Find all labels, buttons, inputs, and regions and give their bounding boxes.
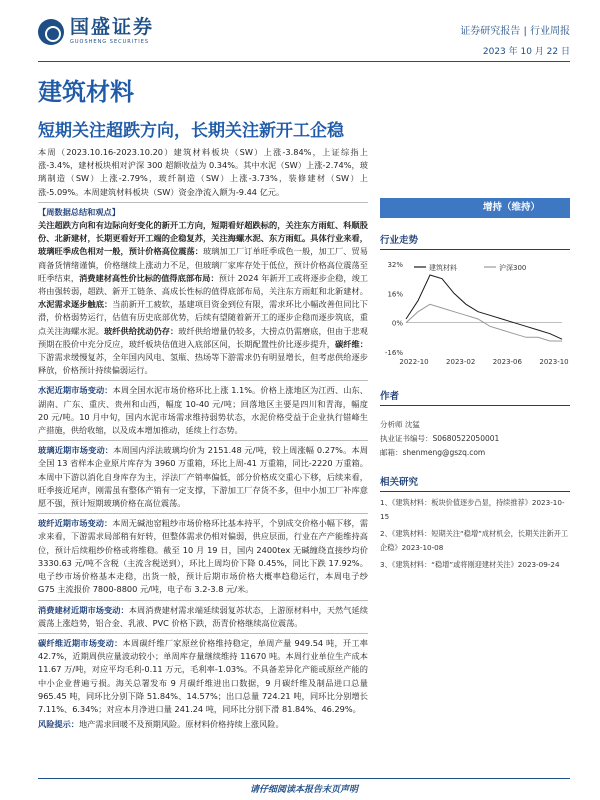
related-item[interactable]: 3、《建筑材料：“稳增”或将刚迎建材关注》2023-09-24 xyxy=(380,560,560,569)
x-tick-label: 2023-02 xyxy=(446,358,476,366)
glass-paragraph xyxy=(38,444,368,510)
x-tick-label: 2023-10 xyxy=(539,358,569,366)
glass-heading: 玻璃近期市场变动： xyxy=(38,445,114,456)
analyst-name: 分析师 沈猛 xyxy=(380,420,420,429)
carbon-text: 本周碳纤维厂家原丝价格维持稳定，单周产量 949.54 吨，开工率 42.7%，近期周供应量波动较小；单周库存量继续维持 11670 吨。本周行业单位生产成本 11.67 万/吨，对应平均毛利-0.11 万元，毛利率-1.03%。不具备差异化产能或原丝产能的中小企业普遍亏损。海关总署发布 9 月碳纤维进出口数据，9 月碳纤维及制品进口总量 965.45 吨，同环比分别下降 51.84%、14.57%；出口总量 724.21 吨，同环比分别增长 7.11%、6.34%；对应本月净进口量 241.24 吨，同环比分别下滑 81.84%、46.29%。 xyxy=(38,637,368,714)
consumer-paragraph xyxy=(38,604,368,630)
risk-heading: 风险提示： xyxy=(38,719,79,730)
trend-chart-svg xyxy=(380,256,570,374)
analyst-email: 邮箱：shenmeng@gszq.com xyxy=(380,448,486,457)
carbon-heading: 碳纤维近期市场变动： xyxy=(38,637,123,648)
fiberglass-heading: 玻纤近期市场变动： xyxy=(38,518,113,529)
analyst-title: 作者 xyxy=(380,388,570,406)
views-paragraph xyxy=(38,206,368,378)
footer-disclaimer: 请仔细阅读本报告末页声明 xyxy=(38,778,570,795)
risk-paragraph xyxy=(38,718,368,731)
company-logo xyxy=(38,18,154,45)
divider xyxy=(38,600,368,601)
report-type: 证券研究报告 | 行业周报 xyxy=(460,26,570,37)
analyst-cert: 执业证书编号：S0680522050001 xyxy=(380,434,500,443)
main-content xyxy=(38,146,368,733)
y-tick-label: -16% xyxy=(384,349,403,357)
analyst-info xyxy=(380,418,570,460)
company-name-cn: 国盛证券 xyxy=(70,16,155,38)
views-text-4: 玻纤供给增量仍较多，大捞点仍需磨底，但由于悲观预期在股价中充分反应，玻纤板块估值进入底部区间，长期配置性价比逐步提升， xyxy=(38,325,368,349)
rating-badge: 增持（维持） xyxy=(380,198,570,218)
divider xyxy=(38,633,368,634)
y-tick-label: 32% xyxy=(387,261,403,269)
sidebar xyxy=(380,146,570,576)
fiberglass-paragraph xyxy=(38,517,368,596)
y-tick-label: 0% xyxy=(391,319,403,328)
divider xyxy=(38,513,368,514)
section-tag: 【周数据总结和观点】 xyxy=(38,206,120,217)
consumer-heading: 消费建材近期市场变动： xyxy=(38,604,129,615)
summary-paragraph: 本周（2023.10.16-2023.10.20）建筑材料板块（SW）上涨-3.84%，上证综指上涨-3.4%，建材板块相对沪深 300 超额收益为 0.34%。其中水泥（SW）上涨-2.74%，玻璃制造（SW）上涨-2.79%，玻纤制造（SW）上涨-3.73%，装修建材（SW）上涨-5.09%。本周建筑材料板块（SW）资金净流入额为-9.44 亿元。 xyxy=(38,147,368,197)
cement-heading: 水泥近期市场变动： xyxy=(38,385,113,396)
fiberglass-text: 本周无碱池窑粗纱市场价格环比基本持平，个别成交价格小幅下移，需求来看，下游需求局部稍有好转，但整体需求仍相对偏弱，供应层面，行业在产产能维持高位，预计后续粗纱价格或将维稳。截至 10 月 19 日，国内 2400tex 无碱缠绕直接纱均价 3330.63 元/吨不含税（主流含税送到），环比上周均价下降 0.45%，同比下跌 17.92%。电子纱市场价格基本走稳，出货一般，预计后期市场价格大概率趋稳运行，本周电子纱 G75 主流报价 7800-8800 元/吨，电子布 3.2-3.8 元/米。 xyxy=(38,518,368,595)
y-tick-label: 16% xyxy=(387,290,403,299)
related-list xyxy=(380,496,570,572)
report-title: 短期关注超跌方向，长期关注新开工企稳 xyxy=(38,121,344,141)
consumer-text: 本周消费建材需求端延续弱复苏状态，上游原材料中，天然气延续震荡上涨趋势，铝合金、乳液、PVC 价格下跌，沥青价格继续高位震荡。 xyxy=(38,604,368,628)
views-text-3: 当前新开工疲软，基建项目资金到位有限，需求环比小幅改善但同比下滑，价格弱势运行，估值有历史底部优势，后续有望随着新开工的逐步企稳而逐步筑底，重点关注海螺水泥。 xyxy=(38,299,368,336)
report-header xyxy=(0,0,600,60)
industry-name: 建筑材料 xyxy=(38,78,134,106)
x-tick-label: 2023-06 xyxy=(492,358,522,366)
views-text: 玻璃加工厂订单旺季成色一般，加工厂、贸易商备货情绪谨慎，价格继续上涨动力不足，但玻璃厂家库存处于低位，预计价格高位震荡至旺季结束， xyxy=(38,246,368,283)
trend-chart xyxy=(380,256,570,374)
views-bold-5: 碳纤维： xyxy=(335,338,368,349)
related-title: 相关研究 xyxy=(380,474,570,492)
trend-title: 行业走势 xyxy=(380,232,570,250)
header-divider xyxy=(38,61,570,62)
risk-text: 地产需求回暖不及预期风险。原材料价格持续上涨风险。 xyxy=(78,719,284,730)
divider xyxy=(38,380,368,381)
divider xyxy=(38,440,368,441)
views-text-5: 下游需求缓慢复苏，全年国内风电、氢瓶、热场等下游需求仍有明显增长，但考虑供给逐步释放，价格预计持续偏弱运行。 xyxy=(38,352,368,376)
glass-text: 本周国内浮法玻璃均价为 2151.48 元/吨，较上周涨幅 0.27%。本周全国 13 省样本企业原片库存为 3960 万重箱，环比上周-41 万重箱，同比-2220 万重箱。本周中下游以消化自身库存为主，浮法厂产销率偏低，部分价格成交重心下移，后续来看，旺季接近尾声，刚需虽有整体产销有一定支撑，下游加工厂存货不多，但中小加工厂补库意愿不强，预计短期玻璃价格在高位震荡。 xyxy=(38,445,368,509)
views-bold-3: 水泥需求逐步触底： xyxy=(38,299,113,310)
legend-label: 建筑材料 xyxy=(429,264,457,272)
company-name-en: GUOSHENG SECURITIES xyxy=(70,39,150,45)
divider xyxy=(38,202,368,203)
related-item[interactable]: 2、《建筑材料：短期关注“稳增”成材机会，长期关注新开工企稳》2023-10-08 xyxy=(380,529,569,552)
cement-paragraph xyxy=(38,384,368,437)
x-tick-label: 2022-10 xyxy=(399,358,429,366)
cement-text: 本周全国水泥市场价格环比上涨 1.1%。价格上涨地区为江西、山东、湖南、广东、重庆、贵州和山西，幅度 10-40 元/吨；回落地区主要是四川和青海，幅度 20 元/吨。10 月中旬，国内水泥市场需求维持弱势状态，水泥价格受益于企业执行错峰生产措施，供给收缩，以及成本增加推动，延续上行态势。 xyxy=(38,385,368,436)
views-text-2: 预计 2024 年新开工或将逐步企稳，竣工将由强转弱，超跌、新开工链条、高成长性标的值得底部布局，关注东方雨虹和北新建材。 xyxy=(38,272,368,297)
carbon-paragraph xyxy=(38,637,368,716)
legend-label: 沪深300 xyxy=(499,264,527,272)
series-line-0 xyxy=(406,275,562,339)
views-bold-4: 玻纤供给扰动仍存： xyxy=(104,325,179,336)
report-date: 2023 年 10 月 22 日 xyxy=(482,47,570,57)
views-bold-2: 消费建材高性价比标的值得底部布局： xyxy=(79,272,219,283)
logo-icon xyxy=(38,19,64,45)
views-bold: 关注超跌方向和有边际向好变化的新开工方向，短期看好超跌标的，关注东方雨虹、科顺股份、北新建材，长期更看好开工端的企稳复苏，关注海螺水泥、东方雨虹。具体行业来看，玻璃旺季成色相对一般，预计价格高位震荡： xyxy=(38,220,368,257)
related-item[interactable]: 1、《建筑材料：板块价值逐步凸显，持续推荐》2023-10-15 xyxy=(380,498,565,521)
